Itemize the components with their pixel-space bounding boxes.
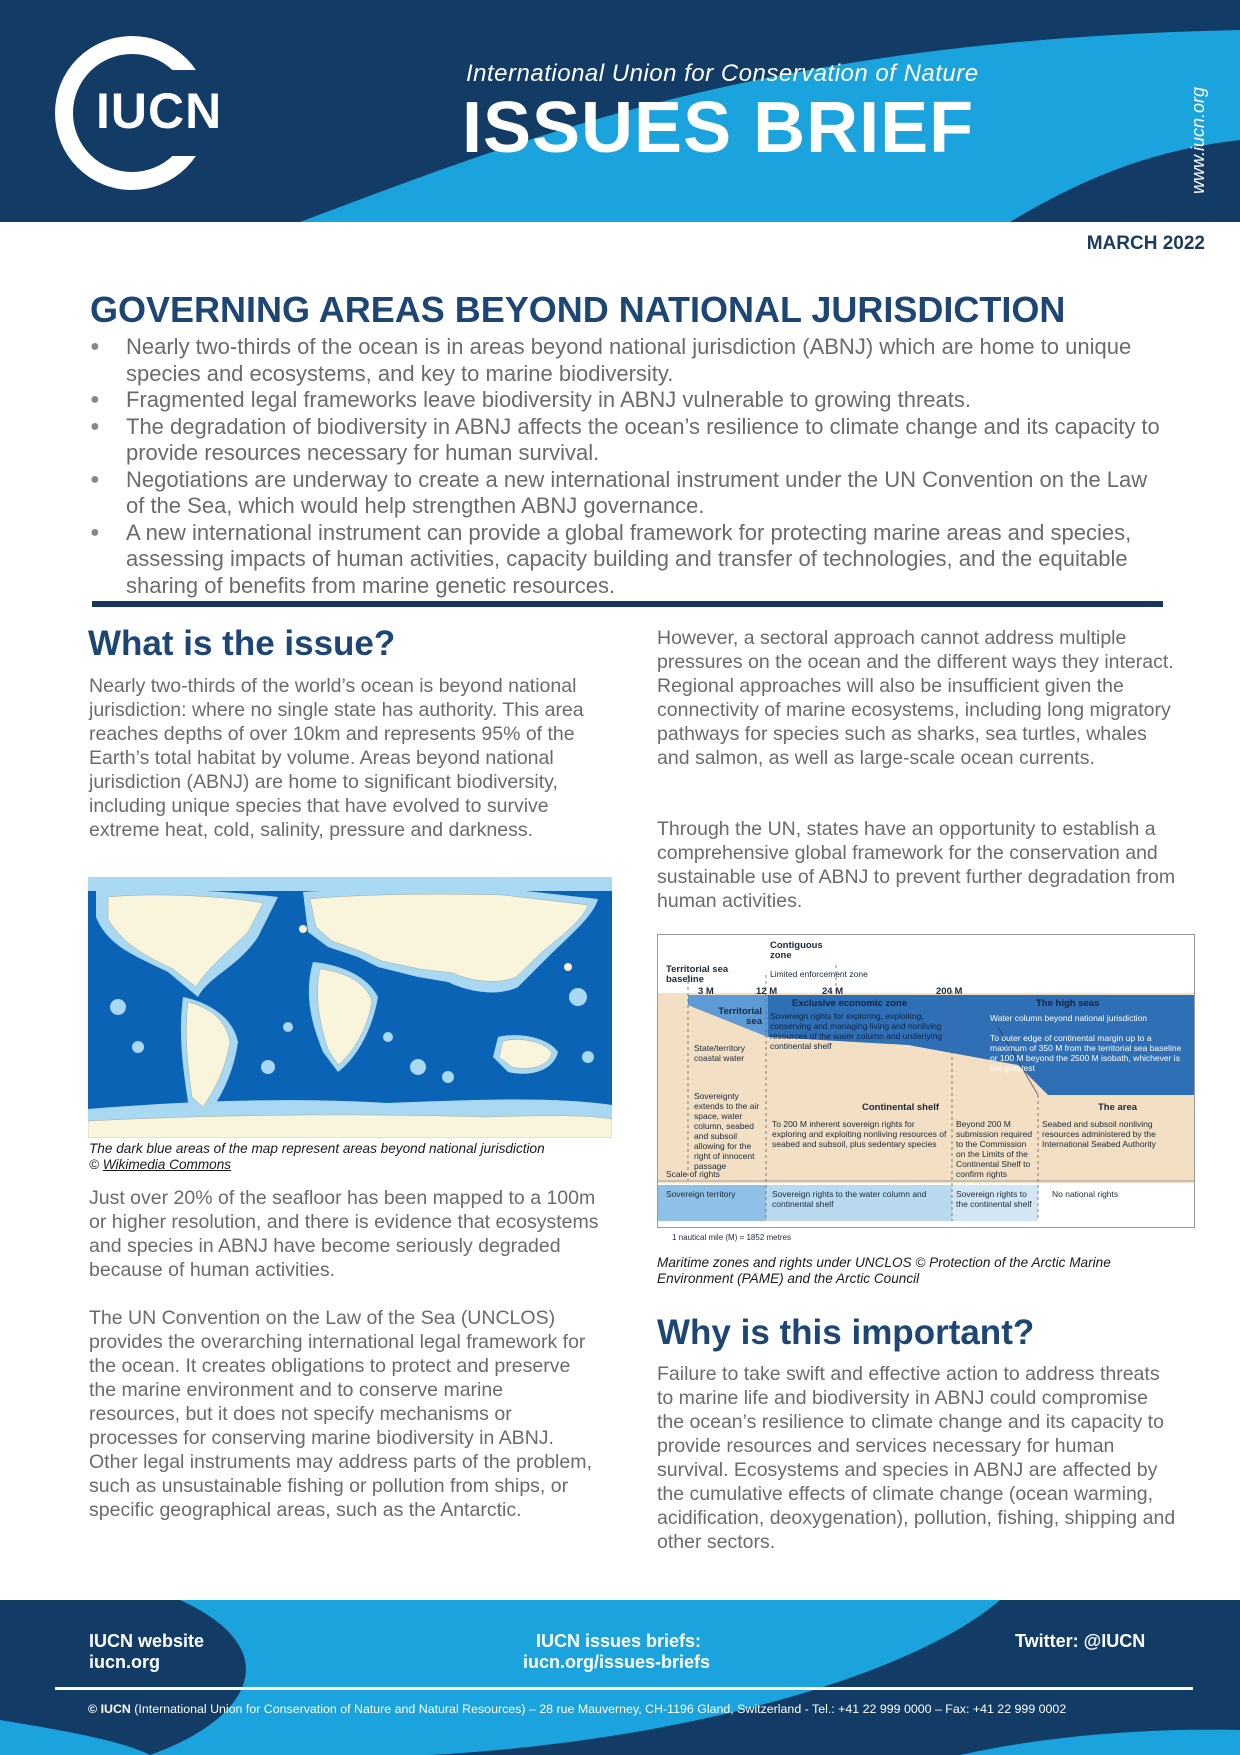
- key-messages: [90, 334, 1160, 599]
- publication-date: MARCH 2022: [1086, 233, 1205, 254]
- label-no-national-rights: No national rights: [1052, 1189, 1119, 1199]
- header-title: ISSUES BRIEF: [462, 88, 975, 168]
- bullet-item: ● Negotiations are underway to create a new international instrument under the UN Convention on the Law of the Sea, which would help strengthen ABNJ governance.: [90, 467, 1160, 520]
- label-state-water: State/territory coastal water: [694, 1043, 746, 1063]
- map-graphic: [88, 877, 612, 1138]
- label-the-area: The area: [1098, 1102, 1138, 1113]
- label-24m: 24 M: [822, 986, 844, 997]
- footer-divider: [55, 1687, 1193, 1690]
- left-paragraph-1: Nearly two-thirds of the world’s ocean is beyond national jurisdiction: where no single state has authority. This area reaches depths of over 10km and represents 95% of the Earth’s total habitat by volume. Areas beyond national jurisdiction (ABNJ) are home to significant biodiversity, including unique species that have evolved to survive extreme heat, cold, salinity, pressure and darkness.: [89, 675, 584, 841]
- footer-website-link[interactable]: iucn.org: [89, 1652, 160, 1672]
- label-outer-edge: To outer edge of continental margin up to a maximum of 350 M from the territorial sea baseline or 100 M beyond the 2500 M isobath, whichever is the greatest: [990, 1033, 1182, 1073]
- header-tagline: International Union for Conservation of Nature: [466, 60, 979, 87]
- footer-website-label: IUCN website: [89, 1631, 205, 1651]
- footer-briefs-link[interactable]: iucn.org/issues-briefs: [523, 1652, 711, 1672]
- label-eez-text: Sovereign rights for exploring, exploiting, conserving and managing living and nonliving resources of the water column and underlying continental shelf: [770, 1011, 942, 1051]
- label-sovereign-territory: Sovereign territory: [666, 1189, 736, 1199]
- left-paragraph-2: Just over 20% of the seafloor has been mapped to a 100m or higher resolution, and there is evidence that ecosystems and species in ABNJ have become seriously degraded because of human activities.: [89, 1187, 599, 1281]
- label-sovereignty: Sovereignty extends to the air space, water column, seabed and subsoil allowing for the right of innocent passage: [694, 1091, 760, 1171]
- map-credit-prefix: ©: [89, 1157, 103, 1172]
- label-sovereign-rights-water: Sovereign rights to the water column and continental shelf: [772, 1189, 927, 1209]
- section-divider: [92, 601, 1163, 607]
- footer-legal-text: (International Union for Conservation of Nature and Natural Resources) – 28 rue Mauverney, CH-1196 Gland, Switzerland - Tel.: +41 22 999 0000 – Fax: +41 22 999 0002: [130, 1702, 1067, 1716]
- diagram-caption: Maritime zones and rights under UNCLOS © Protection of the Arctic Marine Environment (PAME) and the Arctic Council: [657, 1255, 1111, 1286]
- map-caption: The dark blue areas of the map represent areas beyond national jurisdiction: [89, 1141, 545, 1156]
- footer-legal: [88, 1702, 1066, 1716]
- label-area-text: Seabed and subsoil nonliving resources administered by the International Seabed Authority: [1042, 1119, 1156, 1149]
- page-title: GOVERNING AREAS BEYOND NATIONAL JURISDICTION: [90, 289, 1066, 330]
- label-shelf-text: To 200 M inherent sovereign rights for exploring and exploiting nonliving resources of seabed and subsoil, plus sedentary species: [772, 1119, 947, 1149]
- maritime-zones-diagram: [657, 934, 1195, 1228]
- bullet-item: ● The degradation of biodiversity in ABNJ affects the ocean’s resilience to climate change and its capacity to provide resources necessary for human survival.: [90, 414, 1160, 467]
- bullet-item: ● Fragmented legal frameworks leave biodiversity in ABNJ vulnerable to growing threats.: [90, 387, 1160, 414]
- label-limited-enforcement: Limited enforcement zone: [770, 969, 868, 979]
- label-3m: 3 M: [698, 986, 714, 997]
- map-credit: [89, 1157, 231, 1173]
- label-high-seas-text: Water column beyond national jurisdiction: [990, 1013, 1148, 1023]
- label-beyond-200: Beyond 200 M submission required to the Commission on the Limits of the Continental Shelf to confirm rights: [956, 1119, 1033, 1179]
- heading-why-is-this-important: Why is this important?: [657, 1313, 1035, 1352]
- heading-what-is-the-issue: What is the issue?: [88, 624, 396, 663]
- right-paragraph-2: Through the UN, states have an opportunity to establish a comprehensive global framework for the conservation and sustainable use of ABNJ to prevent further degradation from human activities.: [657, 818, 1176, 912]
- label-eez: Exclusive economic zone: [792, 998, 908, 1009]
- label-sovereign-rights-shelf: Sovereign rights to the continental shelf: [956, 1189, 1032, 1209]
- footer-background: [0, 1600, 1240, 1755]
- footer-briefs-label: IUCN issues briefs:: [536, 1631, 702, 1651]
- right-paragraph-3: Failure to take swift and effective action to address threats to marine life and biodiversity in ABNJ could compromise the ocean’s resilience to climate change and its capacity to provide resources and services necessary for human survival. Ecosystems and species in ABNJ are affected by the cumulative effects of climate change (ocean warming, acidification, deoxygenation), pollution, fishing, shipping and other sectors.: [657, 1363, 1176, 1553]
- left-paragraph-3: The UN Convention on the Law of the Sea (UNCLOS) provides the overarching international legal framework for the ocean. It creates obligations to protect and preserve the marine environment and to conserve marine resources, but it does not specify mechanisms or processes for conserving marine biodiversity in ABNJ. Other legal instruments may address parts of the problem, such as unsustainable fishing or pollution from ships, or specific geographical areas, such as the Antarctic.: [89, 1307, 592, 1521]
- side-url[interactable]: www.iucn.org: [1188, 86, 1208, 194]
- label-200m: 200 M: [936, 986, 963, 997]
- footer-legal-bold: © IUCN: [88, 1702, 131, 1716]
- wikimedia-commons-link[interactable]: Wikimedia Commons: [102, 1157, 232, 1172]
- label-contiguous-zone: Contiguous zone: [770, 940, 823, 961]
- bullet-item: ● Nearly two-thirds of the ocean is in areas beyond national jurisdiction (ABNJ) which are home to unique species and ecosystems, and key to marine biodiversity.: [90, 334, 1160, 387]
- label-scale-of-rights: Scale of rights: [666, 1169, 720, 1179]
- label-baseline: Territorial sea baseline: [666, 964, 729, 985]
- header-banner: [0, 0, 1240, 222]
- label-high-seas: The high seas: [1036, 998, 1100, 1009]
- footer-twitter[interactable]: Twitter: @IUCN: [1015, 1631, 1146, 1651]
- abnj-world-map: [88, 877, 612, 1138]
- right-paragraph-1: However, a sectoral approach cannot address multiple pressures on the ocean and the different ways they interact. Regional approaches will also be insufficient given the connectivity of marine ecosystems, including long migratory pathways for species such as sharks, sea turtles, whales and salmon, as well as large-scale ocean currents.: [657, 627, 1174, 769]
- zones-graphic: [658, 935, 1194, 1227]
- label-12m: 12 M: [756, 986, 778, 997]
- footer: [0, 1600, 1240, 1755]
- label-territorial-sea: Territorial sea: [718, 1006, 762, 1027]
- bullet-item: ● A new international instrument can provide a global framework for protecting marine areas and species, assessing impacts of human activities, capacity building and transfer of technologies, and the equitable sharing of benefits from marine genetic resources.: [90, 520, 1160, 600]
- label-nautical-mile: 1 nautical mile (M) = 1852 metres: [672, 1233, 791, 1242]
- label-continental-shelf: Continental shelf: [862, 1102, 940, 1113]
- logo-text: IUCN: [96, 83, 223, 139]
